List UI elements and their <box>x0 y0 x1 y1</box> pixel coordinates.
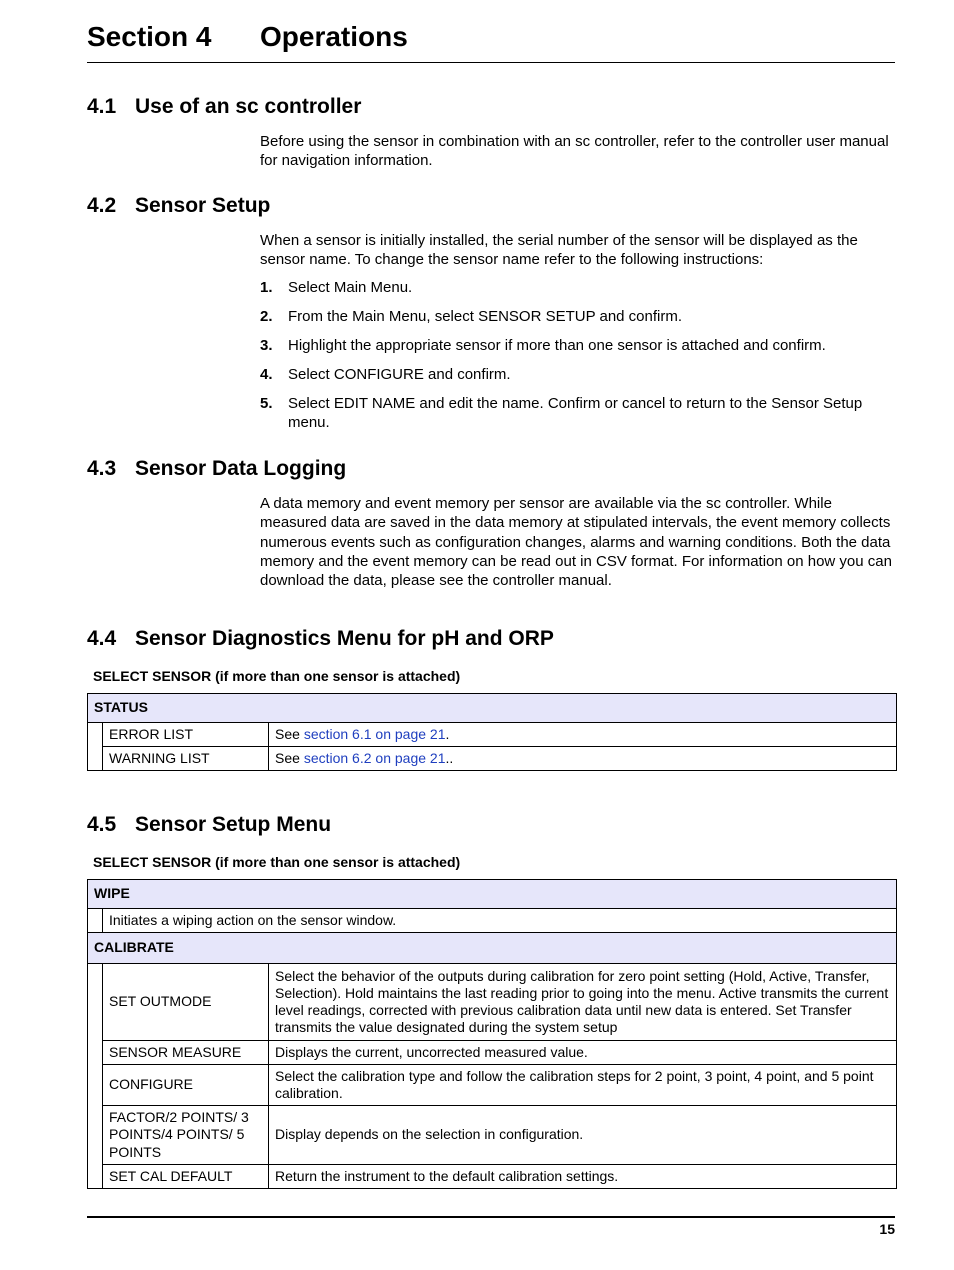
group-header-status: STATUS <box>88 694 897 723</box>
link-tail: . <box>445 725 450 742</box>
setup-steps-list <box>260 278 896 442</box>
step-number: 1. <box>260 279 273 296</box>
page-header <box>87 18 895 63</box>
table-row <box>88 747 897 771</box>
setup-menu-table <box>87 879 897 1189</box>
heading-text: Sensor Setup Menu <box>135 813 332 836</box>
group-header-calibrate: CALIBRATE <box>88 933 897 964</box>
step-number: 3. <box>260 336 273 354</box>
indent-cell <box>88 964 103 1041</box>
list-item <box>260 307 896 326</box>
heading-4-1 <box>87 95 361 119</box>
menu-item-description: Select the calibration type and follow the calibration steps for 2 point, 3 point, 4 point, and 5 point calibration. <box>269 1065 897 1106</box>
list-item <box>260 394 896 433</box>
heading-number: 4.3 <box>87 457 117 480</box>
heading-number: 4.2 <box>87 194 117 217</box>
table-row <box>88 1165 897 1189</box>
paragraph-4-2: When a sensor is initially installed, the serial number of the sensor will be displayed as the sensor name. To change the sensor name refer to the following instructions: <box>260 232 858 269</box>
select-sensor-label: SELECT SENSOR (if more than one sensor is attached) <box>93 668 461 684</box>
link-tail: .. <box>445 749 454 766</box>
table-row <box>88 723 897 747</box>
indent-cell <box>88 723 103 747</box>
menu-item-error-list: ERROR LIST <box>103 723 269 747</box>
table-row <box>88 694 897 723</box>
menu-item-set-cal-default: SET CAL DEFAULT <box>103 1165 269 1189</box>
table-row <box>88 909 897 933</box>
step-text: Highlight the appropriate sensor if more than one sensor is attached and confirm. <box>288 336 826 354</box>
diagnostics-menu-table <box>87 693 897 771</box>
menu-item-sensor-measure: SENSOR MEASURE <box>103 1041 269 1065</box>
heading-4-2 <box>87 194 270 218</box>
menu-item-description: Display depends on the selection in configuration. <box>269 1106 897 1165</box>
step-text: Select CONFIGURE and confirm. <box>288 365 511 383</box>
step-number: 4. <box>260 365 273 383</box>
heading-text: Use of an sc controller <box>135 95 362 118</box>
indent-cell <box>88 747 103 771</box>
section-number: Section 4 <box>87 21 212 52</box>
heading-4-5 <box>87 813 331 837</box>
menu-item-description: Displays the current, uncorrected measured value. <box>269 1041 897 1065</box>
indent-cell <box>88 1041 103 1065</box>
heading-text: Sensor Diagnostics Menu for pH and ORP <box>135 627 554 650</box>
indent-cell <box>88 1065 103 1106</box>
section-title: Operations <box>260 21 408 52</box>
indent-cell <box>88 1106 103 1165</box>
paragraph-4-1: Before using the sensor in combination with an sc controller, refer to the controller user manual for navigation information. <box>260 133 889 170</box>
step-text: From the Main Menu, select SENSOR SETUP and confirm. <box>288 307 683 325</box>
see-text: See <box>275 749 304 766</box>
table-row <box>88 933 897 964</box>
step-text: Select EDIT NAME and edit the name. Confirm or cancel to return to the Sensor Setup menu. <box>288 394 863 432</box>
menu-item-set-outmode: SET OUTMODE <box>103 964 269 1041</box>
step-text: Select Main Menu. <box>288 279 413 296</box>
heading-number: 4.1 <box>87 95 117 118</box>
wipe-description: Initiates a wiping action on the sensor window. <box>103 909 897 933</box>
table-row <box>88 1065 897 1106</box>
section-link[interactable]: section 6.1 on page 21 <box>303 725 446 742</box>
page-number: 15 <box>879 1221 895 1237</box>
list-item <box>260 365 896 384</box>
list-item <box>260 336 896 355</box>
menu-item-factor-points: FACTOR/2 POINTS/ 3 POINTS/4 POINTS/ 5 POINTS <box>103 1106 269 1165</box>
step-number: 5. <box>260 394 273 412</box>
menu-item-configure: CONFIGURE <box>103 1065 269 1106</box>
table-row <box>88 1106 897 1165</box>
heading-text: Sensor Setup <box>135 194 271 217</box>
table-row <box>88 964 897 1041</box>
table-row <box>88 1041 897 1065</box>
select-sensor-label: SELECT SENSOR (if more than one sensor is attached) <box>93 854 461 870</box>
heading-4-3 <box>87 457 346 481</box>
menu-item-warning-list: WARNING LIST <box>103 747 269 771</box>
section-link[interactable]: section 6.2 on page 21 <box>303 749 446 766</box>
heading-text: Sensor Data Logging <box>135 457 347 480</box>
menu-item-description: Return the instrument to the default calibration settings. <box>269 1165 897 1189</box>
footer-rule <box>87 1216 895 1218</box>
group-header-wipe: WIPE <box>88 880 897 909</box>
paragraph-4-3: A data memory and event memory per sensor are available via the sc controller. While measured data are saved in the data memory at stipulated intervals, the event memory collects numerous events such as configuration changes, alarms and warning conditions. Both the data memory and the event memory can be read out in CSV format. For information on how you can download the data, please see the controller manual. <box>260 495 892 590</box>
see-text: See <box>275 725 304 742</box>
menu-item-description: Select the behavior of the outputs during calibration for zero point setting (Hold, Active, Transfer, Selection). Hold maintains the last reading prior to going into the menu. Active transmits the current level readings, corrected with previous calibration data until new data is entered. Set Transfer transmits the value designated during the system setup <box>269 964 897 1041</box>
step-number: 2. <box>260 307 273 325</box>
heading-number: 4.5 <box>87 813 117 836</box>
menu-item-description <box>269 723 897 747</box>
list-item <box>260 278 896 297</box>
indent-cell <box>88 1165 103 1189</box>
heading-4-4 <box>87 627 554 651</box>
menu-item-description <box>269 747 897 771</box>
heading-number: 4.4 <box>87 627 117 650</box>
table-row <box>88 880 897 909</box>
indent-cell <box>88 909 103 933</box>
